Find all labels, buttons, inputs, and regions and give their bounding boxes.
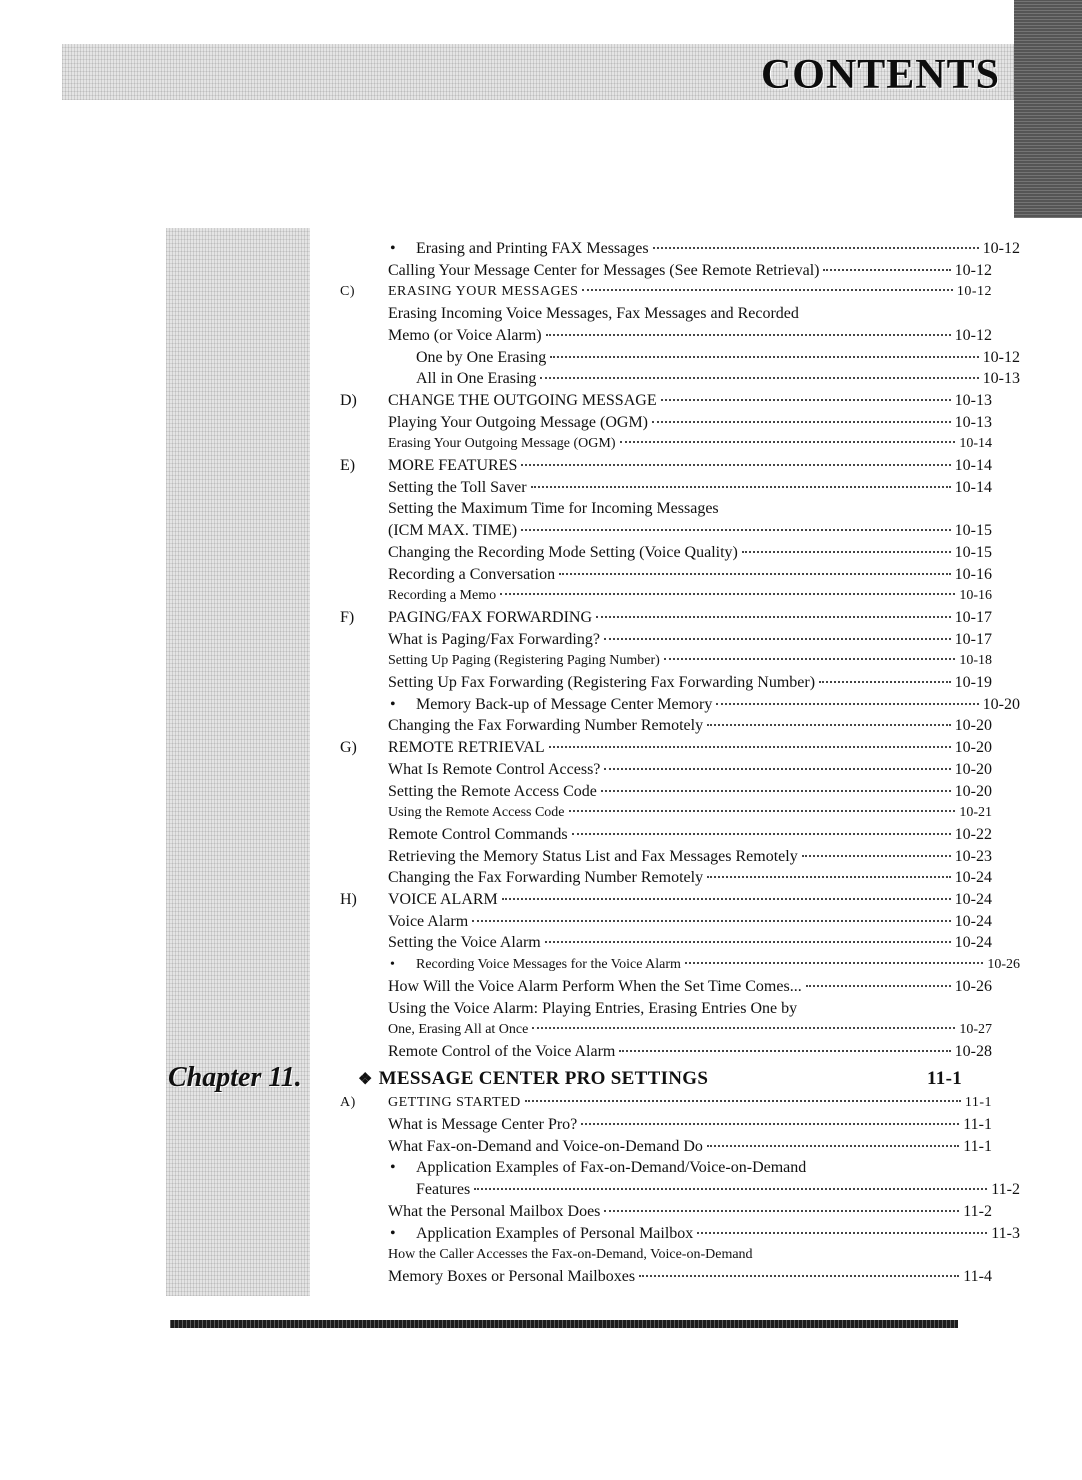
entry-title: What is Message Center Pro?: [388, 1116, 578, 1133]
toc-entry: [340, 1201, 992, 1223]
page-number: 10-26: [987, 957, 1020, 973]
toc-entry: [340, 542, 992, 564]
toc-entry: [340, 781, 992, 803]
dot-leader: [559, 573, 951, 575]
page-number: 11-1: [963, 1137, 992, 1155]
entry-title: What is Paging/Fax Forwarding?: [388, 630, 600, 648]
toc-entry: [340, 1157, 1020, 1179]
dot-leader: [601, 790, 951, 792]
page-number: 11-2: [991, 1181, 1020, 1199]
toc-entry: [340, 1136, 992, 1158]
entry-title: MORE FEATURES: [388, 457, 518, 474]
page-number: 10-13: [954, 413, 992, 431]
toc-entry: [340, 715, 992, 737]
dot-leader: [742, 551, 951, 553]
page-number: 11-3: [991, 1224, 1020, 1242]
toc-entry: [340, 672, 992, 694]
entry-title: Recording a Conversation: [388, 565, 556, 583]
entry-title: Calling Your Message Center for Messages (See Remote Retrieval): [388, 261, 820, 279]
entry-title: PAGING/FAX FORWARDING: [388, 608, 593, 626]
page-number: 10-12: [982, 348, 1020, 366]
toc-entry: [340, 1244, 992, 1266]
dot-leader: [525, 1100, 961, 1102]
dot-leader: [546, 334, 951, 336]
dot-leader: [569, 810, 956, 812]
page-number: 10-15: [954, 522, 992, 540]
toc-entry: [340, 1019, 992, 1041]
toc-entry: [340, 824, 992, 846]
page-number: 10-24: [954, 891, 992, 908]
dot-leader: [550, 356, 978, 358]
section-letter: G): [340, 739, 357, 757]
entry-title: Memory Boxes or Personal Mailboxes: [388, 1267, 636, 1285]
dot-leader: [707, 876, 951, 878]
entry-title: Recording a Memo: [388, 588, 497, 604]
toc-entry: [340, 802, 992, 824]
page-number: 10-20: [954, 782, 992, 800]
toc-section: [340, 455, 992, 477]
dot-leader: [474, 1188, 987, 1190]
dot-leader: [697, 1232, 987, 1234]
page-number: 10-16: [954, 565, 992, 583]
dot-leader: [716, 703, 978, 705]
entry-title: Remote Control of the Voice Alarm: [388, 1042, 616, 1060]
dot-leader: [502, 898, 951, 900]
toc-entry: [340, 694, 1020, 716]
dot-leader: [707, 1145, 959, 1147]
entry-title: What Fax-on-Demand and Voice-on-Demand Do: [388, 1137, 703, 1155]
section-letter: D): [340, 391, 357, 409]
page-number: 10-12: [954, 261, 992, 279]
entry-title: (ICM MAX. TIME): [388, 522, 518, 540]
entry-title: • Recording Voice Messages for the Voice Alarm: [416, 954, 681, 976]
dot-leader: [802, 855, 951, 857]
toc-entry: [340, 976, 992, 998]
page-number: 10-17: [954, 608, 992, 626]
page-number: 10-21: [959, 805, 992, 821]
dot-leader: [653, 247, 979, 249]
section-letter: H): [340, 891, 357, 908]
page-number: 10-18: [959, 653, 992, 669]
page-number: 10-13: [954, 391, 992, 409]
page-number: 11-1: [927, 1067, 962, 1089]
toc-entry: [340, 477, 992, 499]
page-number: 10-12: [954, 326, 992, 344]
page-number: 10-20: [954, 739, 992, 757]
entry-title: All in One Erasing: [416, 370, 537, 388]
dot-leader: [661, 399, 951, 401]
toc-section: [340, 607, 992, 629]
dot-leader: [823, 269, 950, 271]
toc-entry: [340, 911, 992, 933]
dot-leader: [521, 529, 951, 531]
toc-entry: [340, 998, 992, 1020]
page-number: 10-13: [982, 370, 1020, 388]
page-number: 10-22: [954, 825, 992, 843]
section-letter: C): [340, 284, 355, 300]
page-number: 10-20: [954, 760, 992, 778]
toc-entry: [340, 520, 992, 542]
entry-title: • Application Examples of Fax-on-Demand/Voice-on-Demand: [416, 1157, 806, 1179]
page-number: 10-12: [982, 240, 1020, 257]
entry-title: ERASING YOUR MESSAGES: [388, 284, 579, 300]
page-number: 11-1: [964, 1095, 992, 1111]
page-number: 10-12: [956, 284, 992, 300]
dot-leader: [604, 768, 950, 770]
page-number: 10-28: [954, 1042, 992, 1060]
page-number: 10-26: [954, 977, 992, 995]
dot-leader: [545, 941, 951, 943]
page-number: 10-20: [982, 695, 1020, 713]
entry-title: Setting the Maximum Time for Incoming Messages: [388, 500, 719, 518]
entry-title: • Erasing and Printing FAX Messages: [416, 238, 649, 260]
page-number: 11-1: [963, 1116, 992, 1133]
dot-leader: [604, 638, 951, 640]
entry-title: • Application Examples of Personal Mailbox: [416, 1223, 693, 1245]
dot-leader: [620, 441, 956, 443]
toc-entry: [340, 412, 992, 434]
toc-section: [340, 1092, 992, 1114]
entry-title: Using the Voice Alarm: Playing Entries, Erasing Entries One by: [388, 999, 798, 1017]
entry-title: CHANGE THE OUTGOING MESSAGE: [388, 391, 657, 409]
entry-title: Voice Alarm: [388, 912, 469, 930]
entry-title: VOICE ALARM: [388, 891, 498, 908]
toc-entry: [340, 954, 1020, 976]
page-number: 10-14: [954, 478, 992, 496]
entry-title: One, Erasing All at Once: [388, 1022, 529, 1038]
toc-entry: [340, 498, 992, 520]
entry-title: • Memory Back-up of Message Center Memory: [416, 694, 712, 716]
dot-leader: [639, 1275, 959, 1277]
dot-leader: [540, 377, 978, 379]
page-number: 10-24: [954, 934, 992, 952]
toc-section: [340, 390, 992, 412]
toc-entry: [340, 433, 992, 455]
page-number: 11-4: [963, 1267, 992, 1285]
toc-entry: [340, 1266, 992, 1288]
toc-entry: [340, 1223, 1020, 1245]
entry-title: MESSAGE CENTER PRO SETTINGS: [378, 1067, 709, 1089]
toc-entry: [340, 1179, 1020, 1201]
dot-leader: [581, 1123, 959, 1125]
entry-title: Retrieving the Memory Status List and Fax Messages Remotely: [388, 847, 798, 865]
section-letter: E): [340, 457, 356, 474]
page-number: 10-19: [954, 674, 992, 691]
section-letter: F): [340, 608, 355, 626]
page-number: 10-15: [954, 543, 992, 561]
toc-entry: [340, 846, 992, 868]
dot-leader: [532, 1027, 955, 1029]
chapter-heading: [340, 1067, 962, 1091]
chapter-label: Chapter 11.: [168, 1062, 302, 1093]
page-number: 10-17: [954, 630, 992, 648]
entry-title: Setting Up Paging (Registering Paging Number): [388, 653, 660, 669]
entry-title: Using the Remote Access Code: [388, 805, 565, 821]
toc-entry: [340, 650, 992, 672]
dot-leader: [604, 1210, 959, 1212]
dot-leader: [707, 724, 951, 726]
entry-title: What the Personal Mailbox Does: [388, 1202, 601, 1220]
page-number: 10-14: [959, 436, 992, 452]
toc-entry: [340, 303, 992, 325]
entry-title: Changing the Fax Forwarding Number Remotely: [388, 869, 704, 887]
page-number: 10-24: [954, 869, 992, 887]
page-number: 10-23: [954, 847, 992, 865]
toc-entry: [340, 260, 992, 282]
entry-title: Features: [416, 1181, 471, 1199]
toc-entry: [340, 368, 1020, 390]
toc-entry: [340, 347, 1020, 369]
entry-title: Memo (or Voice Alarm): [388, 326, 542, 344]
footer-rule: [170, 1320, 958, 1328]
entry-title: Setting the Voice Alarm: [388, 934, 541, 952]
dot-leader: [549, 746, 951, 748]
toc-entry: [340, 564, 992, 586]
entry-title: Setting Up Fax Forwarding (Registering Fax Forwarding Number): [388, 674, 816, 691]
entry-title: REMOTE RETRIEVAL: [388, 739, 545, 757]
entry-title: Changing the Fax Forwarding Number Remotely: [388, 717, 704, 735]
dot-leader: [819, 681, 951, 683]
dot-leader: [619, 1050, 950, 1052]
toc-entry: [340, 1114, 992, 1136]
diamond-bullet-icon: ❖: [358, 1070, 373, 1088]
dot-leader: [572, 833, 951, 835]
entry-title: How Will the Voice Alarm Perform When the Set Time Comes...: [388, 977, 802, 995]
entry-title: What Is Remote Control Access?: [388, 760, 601, 778]
entry-title: Remote Control Commands: [388, 825, 568, 843]
page-number: 10-27: [959, 1022, 992, 1038]
page-number: 10-16: [959, 588, 992, 604]
toc-entry: [340, 629, 992, 651]
dot-leader: [521, 464, 950, 466]
toc-entry: [340, 867, 992, 889]
dot-leader: [472, 920, 951, 922]
entry-title: Erasing Your Outgoing Message (OGM): [388, 436, 616, 452]
dot-leader: [531, 486, 951, 488]
toc-section: [340, 281, 992, 303]
toc-entry: [340, 759, 992, 781]
page-number: 10-20: [954, 717, 992, 735]
toc-entry: [340, 325, 992, 347]
entry-title: One by One Erasing: [416, 348, 547, 366]
dot-leader: [685, 962, 983, 964]
page-number: 10-24: [954, 912, 992, 930]
entry-title: Setting the Remote Access Code: [388, 782, 597, 800]
toc-entry: [340, 1041, 992, 1063]
page-number: 10-14: [954, 457, 992, 474]
entry-title: GETTING STARTED: [388, 1095, 521, 1111]
toc-entry: [340, 932, 992, 954]
dot-leader: [664, 658, 956, 660]
dot-leader: [806, 985, 951, 987]
page-number: 11-2: [963, 1202, 992, 1220]
entry-title: Playing Your Outgoing Message (OGM): [388, 413, 648, 431]
toc-entry: [340, 238, 1020, 260]
page-title: CONTENTS: [760, 52, 1000, 98]
section-letter: A): [340, 1095, 356, 1111]
dot-leader: [582, 289, 952, 291]
entry-title: Setting the Toll Saver: [388, 478, 527, 496]
dot-leader: [596, 616, 951, 618]
entry-title: Changing the Recording Mode Setting (Voice Quality): [388, 543, 738, 561]
toc-section: [340, 889, 992, 911]
dot-leader: [500, 593, 955, 595]
toc-section: [340, 737, 992, 759]
entry-title: Erasing Incoming Voice Messages, Fax Messages and Recorded: [388, 305, 799, 323]
dot-leader: [652, 421, 951, 423]
toc-entry: [340, 585, 992, 607]
entry-title: How the Caller Accesses the Fax-on-Demand, Voice-on-Demand: [388, 1247, 753, 1263]
